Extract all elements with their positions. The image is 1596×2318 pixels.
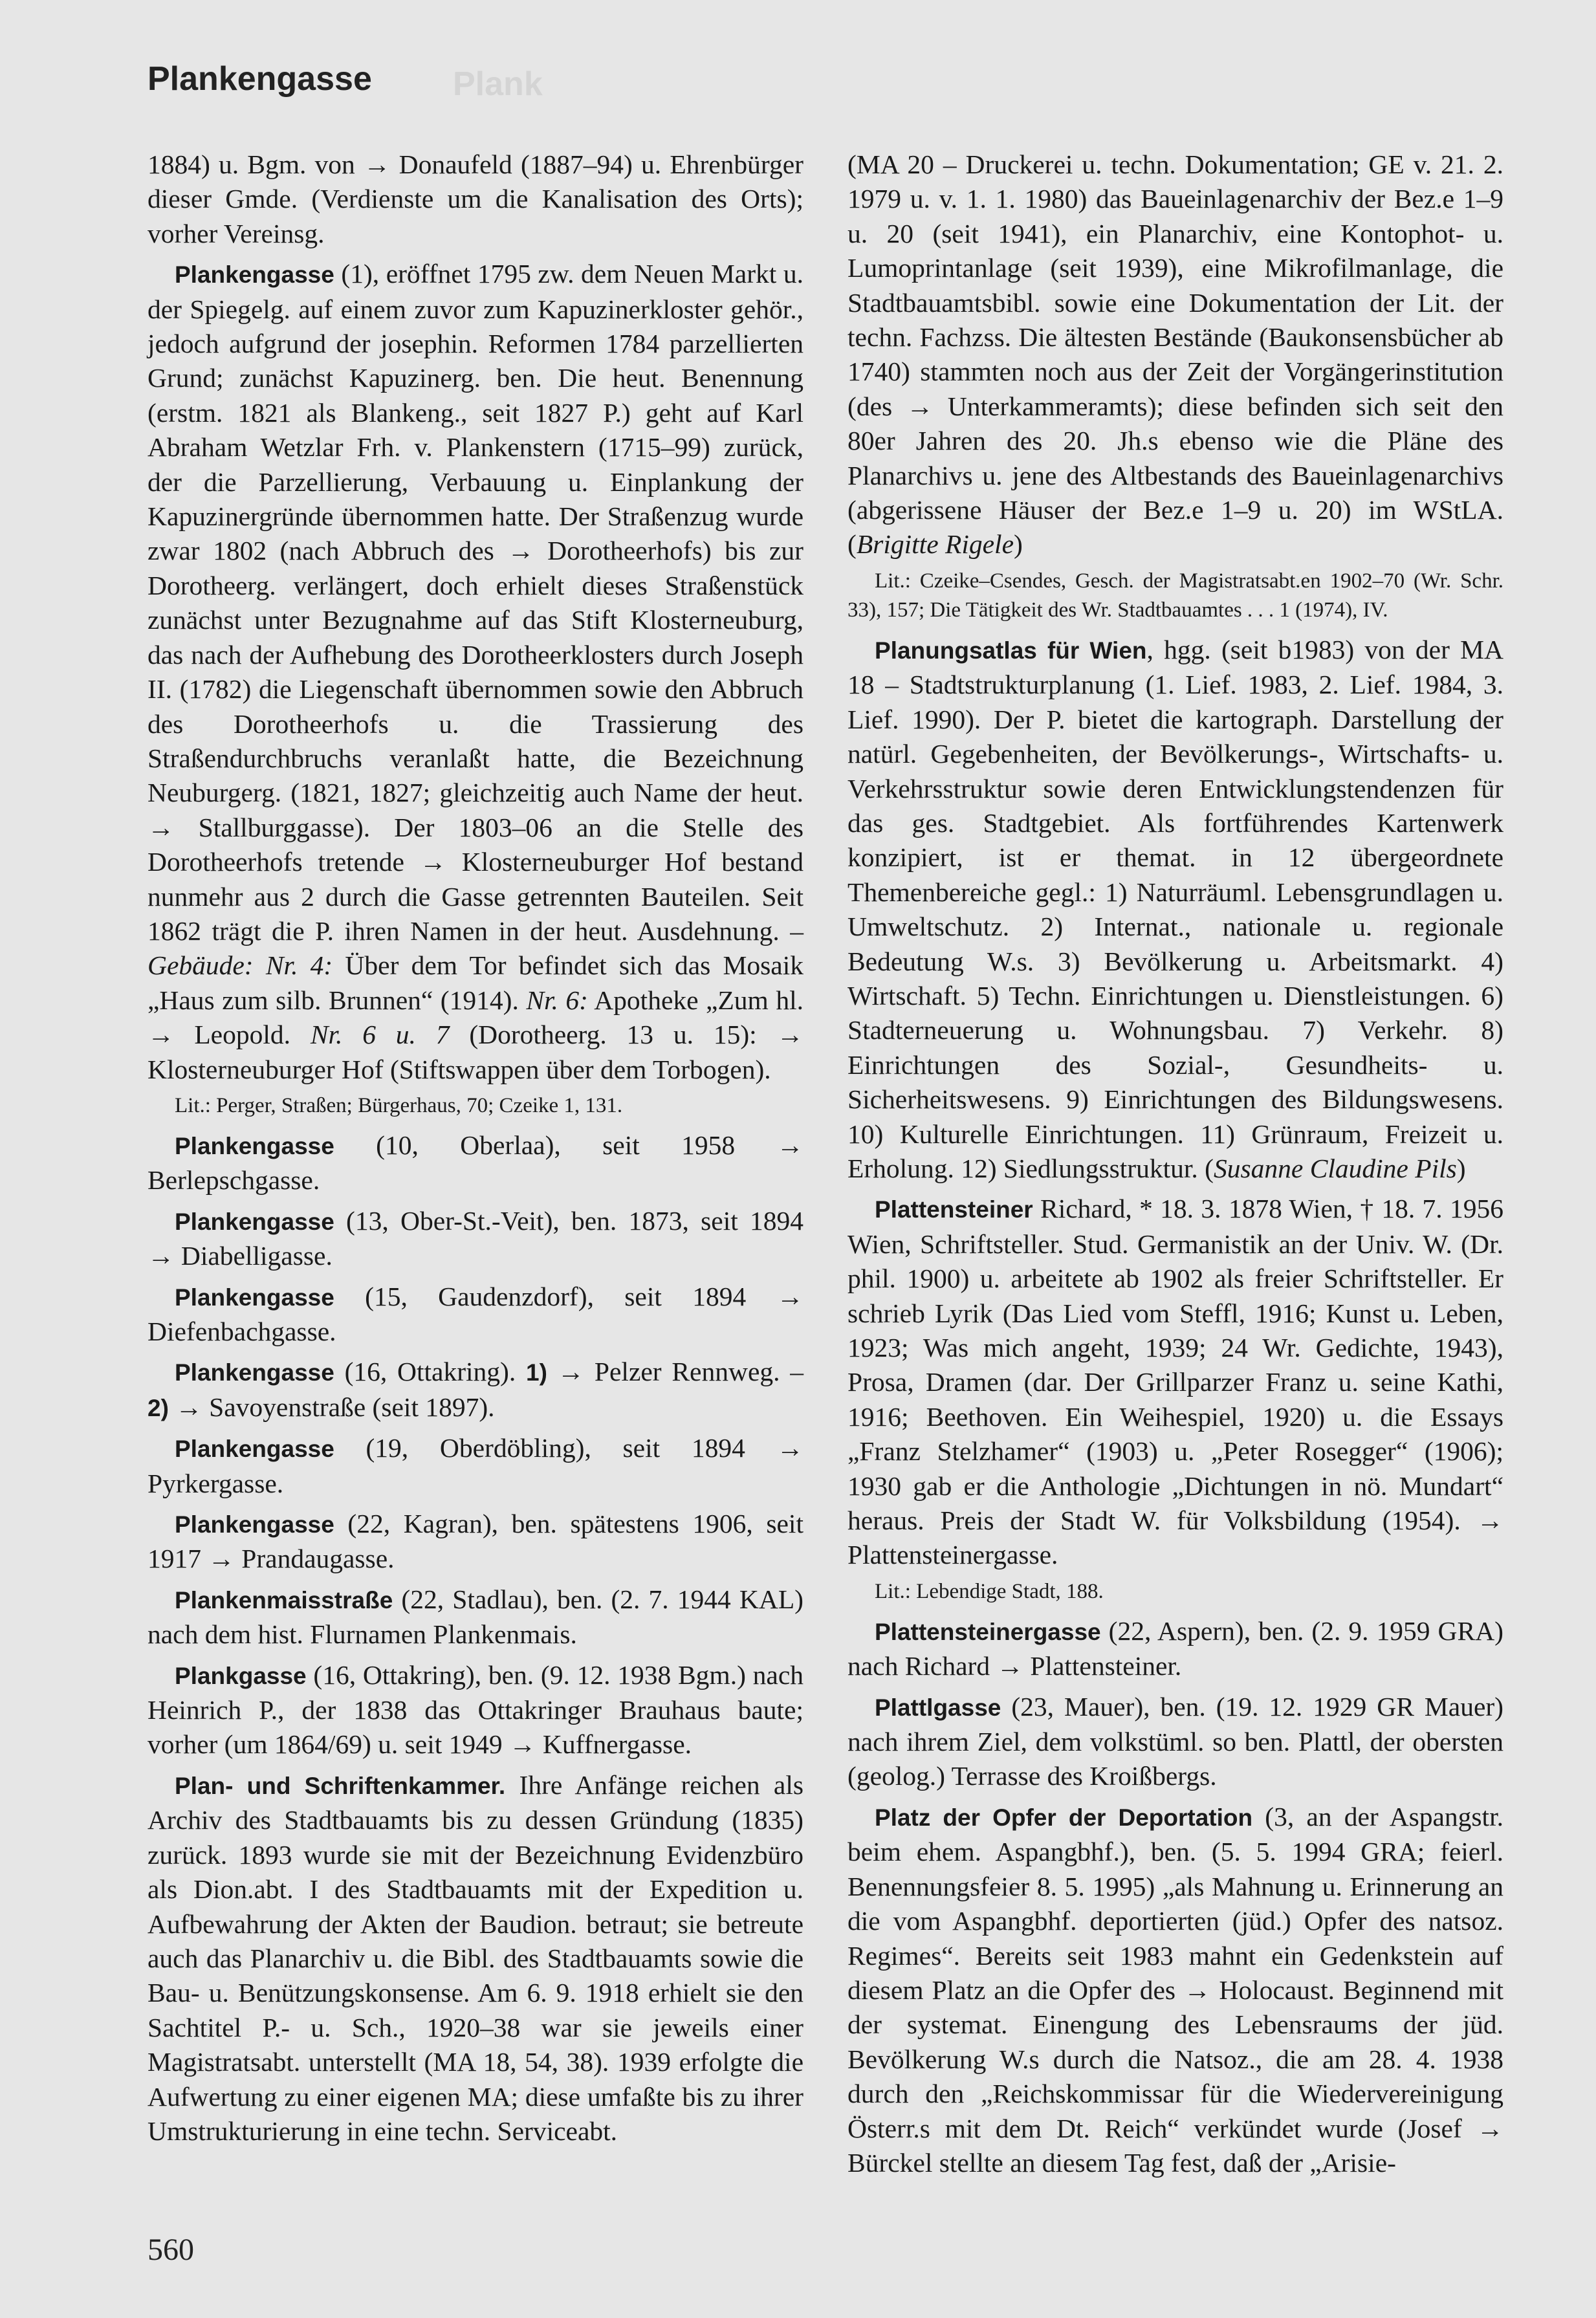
entry-text: (1), eröffnet 1795 zw. dem Neuen Markt u. der Spiegelg. auf einem zuvor zum Kapuzinerkloster gehör., jedoch aufgrund der josephin. Reformen 1784 parzellierten Grund; zunächst Kapuzinerg. ben. Die heut. Benennung (erstm. 1821 als Blankeng., seit 1827 P.) geht auf Karl Abraham Wetzlar Frh. v. Plankenstern (1715–99) zurück, der die Parzellierung, Verbauung u. Einplankung der Kapuzinergründe übernommen hatte. Der Straßenzug wurde zwar 1802 (nach Abbruch des → Dorotheerhofs) bis zur Dorotheerg. verlängert, doch erhielt dieses Straßenstück zunächst unter Bezugnahme auf das Stift Klosterneuburg, das nach der Aufhebung des Dorotheerklosters durch Joseph II. (1782) die Liegenschaft übernommen sowie den Abbruch des Dorotheerhofs u. die Trassierung des Straßendurchbruchs veranlaßt hatte, die Bezeichnung Neuburgerg. (1821, 1827; gleichzeitig auch Name der heut. → Stallburggasse). Der 1803–06 an die Stelle des Dorotheerhofs tretende → Klosterneuburger Hof bestand nunmehr aus 2 durch die Gasse getrennten Bauteilen. Seit 1862 trägt die P. ihren Namen in der heut. Ausdehnung. – [148,259,803,946]
left-column [148,148,803,2154]
entry-text: (19, Oberdöbling), seit 1894 → Pyrkergasse. [148,1433,803,1498]
entry-italic: Nr. 6 u. 7 [310,1020,450,1050]
entry-text: 1884) u. Bgm. von → Donaufeld (1887–94) u. Ehrenbürger dieser Gmde. (Verdienste um die Kanalisation des Orts); vorher Vereinsg. [148,149,803,248]
entry-headword: Plankengasse [175,261,334,289]
entry-headword: Platz der Opfer der Deportation [875,1804,1253,1831]
entry-planungsatlas [847,633,1503,1186]
right-column [847,148,1503,2186]
entry-plankengasse-22 [148,1507,803,1577]
entry-text: → Pelzer Rennweg. – [547,1357,803,1387]
entry-plankgasse [148,1658,803,1762]
entry-headword: Plankengasse [175,1359,334,1386]
entry-text: (16, Ottakring). [334,1357,527,1387]
literature-note: Lit.: Czeike–Csendes, Gesch. der Magistratsabt.en 1902–70 (Wr. Schr. 33), 157; Die Tätigkeit des Wr. Stadtbauamtes . . . 1 (1974), IV. [847,569,1503,622]
entry-text: (22, Aspern), ben. (2. 9. 1959 GRA) nach Richard → Plattensteiner. [847,1615,1503,1681]
entry-headword: Plattensteiner [875,1196,1033,1223]
entry-text: (23, Mauer), ben. (19. 12. 1929 GR Mauer) nach ihrem Ziel, dem volkstüml. so ben. Plattl, der obersten (geolog.) Terrasse des Kroißbergs. [847,1691,1503,1791]
entry-text: , hgg. (seit b1983) von der MA 18 – Stadtstrukturplanung (1. Lief. 1983, 2. Lief. 1984, 3. Lief. 1990). Der P. bietet die kartograph. Darstellung der natürl. Gegebenheiten, der Bevölkerungs-, Wirtschafts- u. Verkehrsstruktur sowie deren Entwicklungstendenzen für das ges. Stadtgebiet. Als fortführendes Kartenwerk konzipiert, ist er themat. in 12 übergeordnete Themenbereiche gegl.: 1) Naturräuml. Lebensgrundlagen u. Umweltschutz. 2) Internat., nationale u. regionale Bedeutung W.s. 3) Bevölkerung u. Arbeitsmarkt. 4) Wirtschaft. 5) Techn. Einrichtungen u. Dienstleistungen. 6) Stadterneuerung u. Wohnungsbau. 7) Verkehr. 8) Einrichtungen des Sozial-, Gesundheits- u. Sicherheitswesens. 9) Einrichtungen des Bildungswesens. 10) Kulturelle Einrichtungen. 11) Grünraum, Freizeit u. Erholung. 12) Siedlungsstruktur. ( [847,634,1503,1183]
entry-headword: Plankengasse [175,1284,334,1311]
entry-plankengasse-13 [148,1204,803,1274]
entry-plankengasse-1 [148,257,803,1087]
entry-text: (22, Kagran), ben. spätestens 1906, seit 1917 → Prandaugasse. [148,1509,803,1574]
entry-plankengasse-10 [148,1128,803,1198]
entry-author: Susanne Claudine Pils [1214,1153,1457,1183]
entry-bold-number: 2) [148,1394,169,1421]
page-number: 560 [148,2233,194,2267]
entry-headword: Plattlgasse [875,1694,1001,1721]
entry-text: (15, Gaudenzdorf), seit 1894 → Diefenbachgasse. [148,1281,803,1346]
entry-italic: Gebäude: Nr. 4: [148,950,333,981]
entry-plan-und-schriftenkammer [148,1768,803,2149]
entry-headword: Plankengasse [175,1436,334,1463]
entry-plattensteinergasse [847,1614,1503,1684]
entry-headword: Planungsatlas für Wien [875,637,1147,664]
entry-text: Über dem Tor befindet sich das Mosaik „Haus zum silb. Brunnen“ (1914). [148,950,803,1015]
entry-continuation [148,148,803,251]
entry-text: (13, Ober-St.-Veit), ben. 1873, seit 1894 → Diabelligasse. [148,1205,803,1271]
entry-plattensteiner [847,1192,1503,1572]
entry-plattlgasse [847,1690,1503,1794]
entry-italic: Nr. 6: [526,985,588,1015]
entry-headword: Plankengasse [175,1511,334,1538]
entry-headword: Plankgasse [175,1662,307,1689]
literature-note: Lit.: Lebendige Stadt, 188. [875,1579,1104,1603]
entry-headword: Plan- und Schriftenkammer. [175,1772,506,1799]
entry-text: Richard, * 18. 3. 1878 Wien, † 18. 7. 1956 Wien, Schriftsteller. Stud. Germanistik an der Univ. W. (Dr. phil. 1900) u. arbeitete ab 1902 als freier Schriftsteller. Er schrieb Lyrik (Das Lied vom Steffl, 1916; Kunst u. Leben, 1923; Was mich angeht, 1939; 24 Wr. Gedichte, 1943), Prosa, Dramen (dar. Der Grillparzer Franz u. seine Kathi, 1916; Beethoven. Ein Weihespiel, 1920) u. die Essays „Franz Stelzhamer“ (1903) u. „Peter Rosegger“ (1906); 1930 gab er die Anthologie „Dichtungen in nö. Mundart“ heraus. Preis der Stadt W. für Volksbildung (1954). → Plattensteinergasse. [847,1194,1503,1570]
entry-text: ) [1456,1153,1466,1183]
entry-text: (16, Ottakring), ben. (9. 12. 1938 Bgm.) nach Heinrich P., der 1838 das Ottakringer Brauhaus baute; vorher (um 1864/69) u. seit 1949 → Kuffnergasse. [148,1659,803,1760]
entry-text: (10, Oberlaa), seit 1958 → Berlepschgasse. [148,1130,803,1196]
entry-plankenmaisstrasse [148,1582,803,1652]
entry-text: Apotheke „Zum hl. → Leopold. [148,985,803,1050]
entry-plankengasse-19 [148,1431,803,1501]
entry-text: (22, Stadlau), ben. (2. 7. 1944 KAL) nach dem hist. Flurnamen Plankenmais. [148,1584,803,1650]
entry-platz-der-opfer [847,1800,1503,2180]
entry-plankengasse-16 [148,1355,803,1425]
entry-headword: Plankenmaisstraße [175,1586,393,1613]
entry-bold-number: 1) [526,1359,547,1386]
literature-note: Lit.: Perger, Straßen; Bürgerhaus, 70; Czeike 1, 131. [175,1093,623,1117]
entry-text: (MA 20 – Druckerei u. techn. Dokumentation; GE v. 21. 2. 1979 u. v. 1. 1. 1980) das Baueinlagenarchiv der Bez.e 1–9 u. 20 (seit 1941), ein Planarchiv, eine Kontophot- u. Lumoprintanlage (seit 1939), eine Mikrofilmanlage, die Stadtbauamtsbibl. sowie eine Dokumentation der Lit. der techn. Fachzss. Die ältesten Bestände (Baukonsensbücher ab 1740) stammten noch aus der Zeit der Vorgängerinstitution (des → Unterkammeramts); diese befinden sich seit den 80er Jahren des 20. Jh.s ebenso wie die Pläne des Planarchivs u. jene des Altbestands des Baueinlagenarchivs (abgerissene Häuser der Bez.e 1–9 u. 20) im WStLA. ( [847,149,1503,560]
entry-text: ) [1014,529,1023,560]
entry-text: Ihre Anfänge reichen als Archiv des Stadtbauamts bis zu dessen Gründung (1835) zurück. 1893 wurde sie mit der Bezeichnung Evidenzbüro als Dion.abt. I des Stadtbauamts mit der Expedition u. Aufbewahrung der Akten der Baudion. betraut; sie betreute auch das Planarchiv u. die Bibl. des Stadtbauamts sowie die Bau- u. Benützungskonsense. Am 6. 9. 1918 erhielt sie den Sachtitel P.- u. Sch., 1920–38 war sie jeweils einer Magistratsabt. unterstellt (MA 18, 54, 38). 1939 erfolgte die Aufwertung zu einer eigenen MA; diese umfaßte bis zu ihrer Umstrukturierung in eine techn. Serviceabt. [148,1769,803,2146]
entry-text: (3, an der Aspangstr. beim ehem. Aspangbhf.), ben. (5. 5. 1994 GRA; feierl. Benennungsfeier 8. 5. 1995) „als Mahnung u. Erinnerung an die vom Aspangbhf. deportierten (jüd.) Opfer des natsoz. Regimes“. Bereits seit 1983 mahnt ein Gedenkstein auf diesem Platz an die Opfer des → Holocaust. Beginnend mit der systemat. Einengung des Lebensraums der jüd. Bevölkerung W.s durch die Natsoz., die am 28. 4. 1938 durch den „Reichskommissar für die Wiedervereinigung Österr.s mit dem Dt. Reich“ verkündet wurde (Josef → Bürckel stellte an diesem Tag fest, daß der „Arisie- [847,1801,1503,2178]
entry-continuation [847,148,1503,562]
entry-headword: Plankengasse [175,1132,334,1159]
bleed-through-text: Plank [453,65,543,103]
entry-author: Brigitte Rigele [856,529,1014,560]
page-running-head: Plankengasse [148,60,372,98]
entry-headword: Plattensteinergasse [875,1618,1101,1645]
entry-plankengasse-15 [148,1280,803,1350]
entry-headword: Plankengasse [175,1208,334,1235]
entry-text: → Savoyenstraße (seit 1897). [168,1392,495,1422]
entry-text: (Dorotheerg. 13 u. 15): → Klosterneuburger Hof (Stiftswappen über dem Torbogen). [148,1020,803,1084]
